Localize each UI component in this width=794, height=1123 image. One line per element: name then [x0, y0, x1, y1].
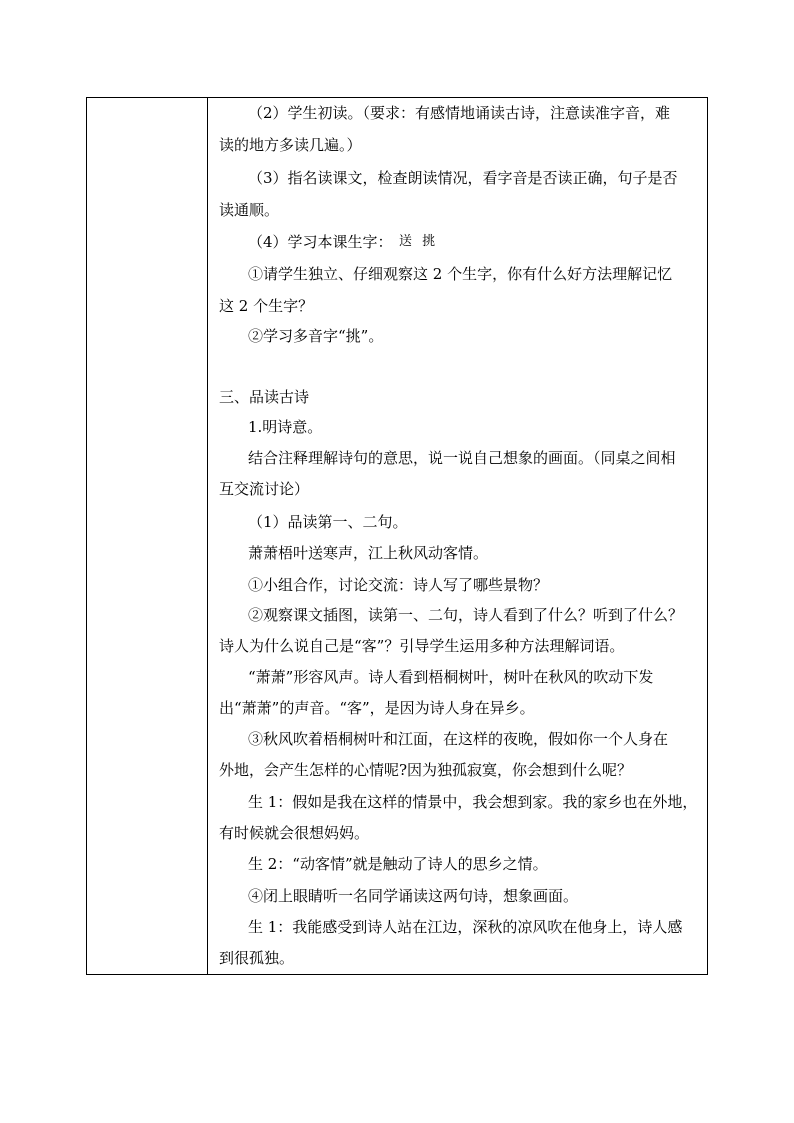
text-line: 外地，会产生怎样的心情呢?因为独孤寂寞，你会想到什么呢？	[219, 761, 633, 779]
text-line: ②观察课文插图，读第一、二句，诗人看到了什么？听到了什么？	[248, 606, 684, 624]
text-line: 读通顺。	[219, 201, 280, 219]
text-line: 互交流讨论）	[219, 480, 310, 498]
text-line: ①小组合作，讨论交流：诗人写了哪些景物？	[248, 576, 549, 594]
content-cell	[208, 98, 707, 974]
poem-line: 萧萧梧叶送寒声，江上秋风动客情。	[248, 544, 489, 562]
text-line: （4）学习本课生字：	[248, 233, 393, 251]
text-line: 出“萧萧”的声音。“客”，是因为诗人身在异乡。	[219, 699, 535, 717]
text-line: ①请学生独立、仔细观察这 2 个生字，你有什么好方法理解记忆	[248, 265, 673, 283]
new-characters: 送 挑	[399, 234, 439, 249]
section-heading: 三、品读古诗	[219, 388, 310, 406]
text-line: ③秋风吹着梧桐树叶和江面，在这样的夜晚，假如你一个人身在	[248, 730, 669, 748]
text-line: （2）学生初读。（要求：有感情地诵读古诗，注意读准字音，难	[248, 104, 671, 122]
text-line: 这 2 个生字？	[219, 297, 314, 315]
text-line: 生 1：假如是我在这样的情景中，我会想到家。我的家乡也在外地，	[248, 793, 698, 811]
text-line: 有时候就会很想妈妈。	[219, 824, 370, 842]
left-column-cell	[87, 98, 208, 974]
lesson-plan-table	[86, 97, 708, 975]
text-line: 生 2：“动客情”就是触动了诗人的思乡之情。	[248, 855, 548, 873]
text-line: “萧萧”形容风声。诗人看到梧桐树叶，树叶在秋风的吹动下发	[248, 668, 654, 686]
text-line: 1.明诗意。	[248, 418, 323, 436]
text-line: ②学习多音字“挑”。	[248, 327, 384, 345]
text-line: 结合注释理解诗句的意思，说一说自己想象的画面。（同桌之间相	[248, 449, 676, 467]
text-line: （1）品读第一、二句。	[248, 513, 408, 531]
text-line: 诗人为什么说自己是“客”？引导学生运用多种方法理解词语。	[219, 637, 625, 655]
text-line: （3）指名读课文，检查朗读情况，看字音是否读正确，句子是否	[248, 169, 678, 187]
text-line: 到很孤独。	[219, 949, 295, 967]
text-line: ④闭上眼睛听一名同学诵读这两句诗，想象画面。	[248, 887, 579, 905]
text-line: 读的地方多读几遍。）	[219, 136, 362, 154]
text-line: 生 1：我能感受到诗人站在江边，深秋的凉风吹在他身上，诗人感	[248, 918, 683, 936]
